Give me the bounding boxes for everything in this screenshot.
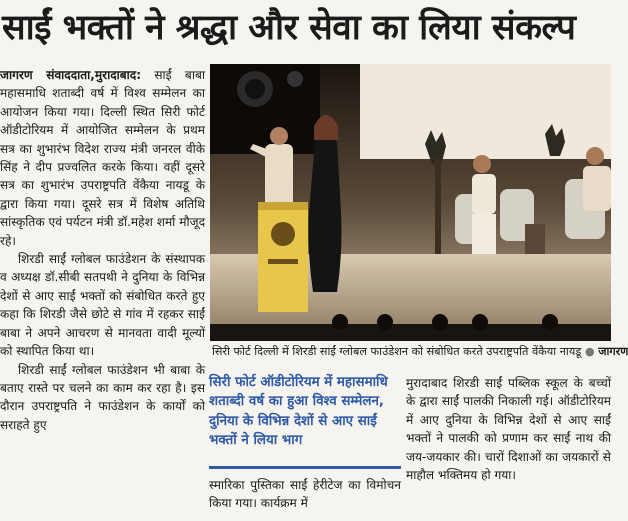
article-paragraph xyxy=(0,66,205,250)
article-paragraph: शिरडी साईं ग्लोबल फाउंडेशन भी बाबा के बताए रास्ते पर चलने का काम कर रहा है। इस दौरान उपराष्ट्रपति ने फाउंडेशन के कार्यों को सराहते हुए xyxy=(0,362,205,432)
photo-credit: जागरण xyxy=(598,345,628,358)
news-photo xyxy=(210,64,611,341)
stage-photo-illustration xyxy=(210,64,611,341)
paragraph-text: साईं बाबा महासमाधि शताब्दी वर्ष में विश्व सम्मेलन का आयोजन किया गया। दिल्ली स्थित सिरी फोर्ट ऑडीटोरियम में आयोजित सम्मेलन के प्रथम सत्र का शुभारंभ विदेश राज्य मंत्री जनरल वीके सिंह ने दीप प्रज्वलित करके किया। वहीं दूसरे सत्र का शुभारंभ उपराष्ट्रपति वेंकैया नायडू के द्वारा किया गया। दूसरे सत्र में विशेष अतिथि सांस्कृतिक एवं पर्यटन मंत्री डॉ.महेश शर्मा मौजूद रहे। xyxy=(0,68,205,248)
headline: साईं भक्तों ने श्रद्धा और सेवा का लिया संकल्प xyxy=(2,8,576,48)
article-column-right xyxy=(406,374,611,521)
article-column-middle xyxy=(209,476,401,521)
pull-quote: सिरी फोर्ट ऑडीटोरियम में महासमाधि शताब्दी वर्ष का हुआ विश्व सम्मेलन, दुनिया के विभिन्न देशों से आए साईं भक्तों ने लिया भाग xyxy=(209,375,388,449)
caption-text: सिरी फोर्ट दिल्ली में शिरडी साईं ग्लोबल फाउंडेशन को संबोधित करते उपराष्ट्रपति वेंकैया नायडू xyxy=(212,345,582,358)
circle-bullet-icon: ● xyxy=(584,345,595,358)
byline: जागरण संवाददाता,मुरादाबाद: xyxy=(0,68,142,82)
article-paragraph: शिरडी साईं ग्लोबल फाउंडेशन के संस्थापक व अध्यक्ष डॉ.सीबी सतपथी ने दुनिया के विभिन्न देशों से आए साईं भक्तों को संबोधित करते हुए कहा कि शिरडी जैसे छोटे से गांव में रहकर साईं बाबा ने अपने आचरण से मानवता वादी मूल्यों को स्थापित किया था। xyxy=(0,252,205,359)
article-paragraph: स्मारिका पुस्तिका साईं हेरीटेज का विमोचन किया गया। कार्यक्रम में xyxy=(209,478,401,511)
photo-caption xyxy=(210,341,628,363)
article-column-left xyxy=(0,66,205,521)
article-paragraph: मुरादाबाद शिरडी साईं पब्लिक स्कूल के बच्चों के द्वारा साईं पालकी निकाली गई। ऑडीटोरियम में आए दुनिया के विभिन्न देशों से आए साईं भक्तों ने पालकी को प्रणाम कर साईं नाथ की जय-जयकार की। चारों दिशाओं का जयकारों से माहौल भक्तिमय हो गया। xyxy=(406,376,611,483)
pull-quote-divider xyxy=(209,466,401,469)
